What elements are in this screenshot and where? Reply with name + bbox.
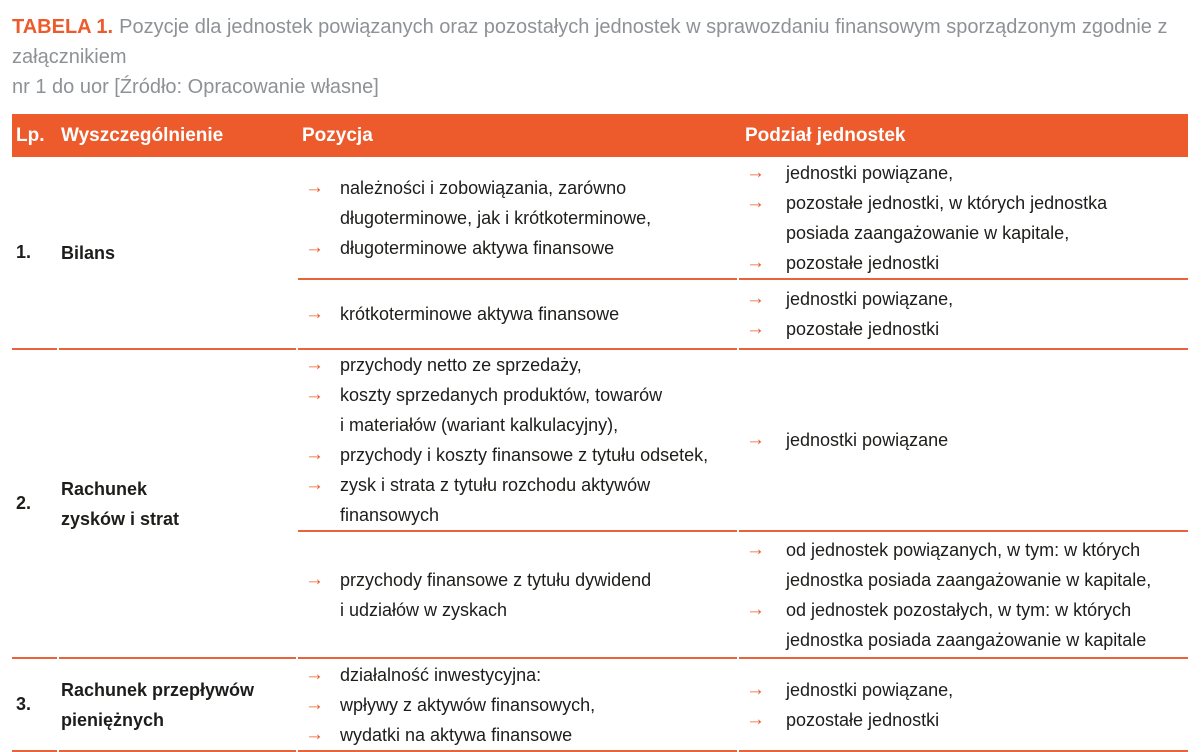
lp-cell — [12, 659, 57, 752]
podzial-cell — [739, 659, 1188, 752]
item-line: wpływy z aktywów finansowych, — [340, 694, 596, 715]
pozycja-cell — [298, 280, 737, 350]
list-item — [746, 158, 1182, 188]
arrow-icon: → — [746, 318, 765, 339]
arrow-icon: → — [746, 678, 765, 700]
list-item — [746, 284, 1182, 314]
item-text — [340, 380, 662, 440]
arrow-icon: → — [746, 708, 765, 730]
table-row-group-rzis — [12, 350, 1188, 659]
item-text — [786, 675, 953, 705]
item-line: i materiałów (wariant kalkulacyjny), — [340, 415, 619, 435]
caption-label: TABELA 1. — [12, 16, 114, 38]
item-line: pozostałe jednostki — [786, 252, 940, 273]
item-text — [786, 595, 1146, 655]
pozycja-cell — [298, 350, 737, 532]
table-caption — [12, 12, 1193, 102]
list-item — [305, 470, 731, 530]
lp-value: 3. — [16, 694, 32, 714]
item-line: długoterminowe, jak i krótkoterminowe, — [340, 207, 652, 228]
name-line: Rachunek — [61, 478, 148, 499]
arrow-icon: → — [305, 303, 324, 324]
list-item — [746, 535, 1182, 595]
list-item — [305, 173, 731, 233]
header-podzial-jednostek: Podział jednostek — [745, 124, 906, 146]
caption-text-2: nr 1 do uor [Źródło: Opracowanie własne] — [12, 76, 379, 98]
lp-cell — [12, 350, 57, 659]
name-line: pieniężnych — [61, 709, 165, 730]
item-text — [786, 705, 939, 735]
item-text — [340, 233, 614, 263]
arrow-icon: → — [746, 429, 765, 450]
lp-cell — [12, 157, 57, 350]
item-line: długoterminowe aktywa finansowe — [340, 237, 615, 258]
item-text — [340, 565, 651, 625]
item-line: finansowych — [340, 505, 440, 525]
name-line: Bilans — [61, 242, 116, 263]
header-lp: Lp. — [16, 124, 45, 146]
item-line: pozostałe jednostki — [786, 319, 940, 339]
list-item — [746, 595, 1182, 655]
item-line: pozostałe jednostki, w których jednostka — [786, 192, 1108, 213]
podzial-cell — [739, 350, 1188, 532]
arrow-icon: → — [305, 354, 324, 375]
item-line: wydatki na aktywa finansowe — [340, 724, 573, 745]
item-line: od jednostek powiązanych, w tym: w których — [786, 539, 1141, 560]
item-text — [786, 188, 1107, 248]
table-header — [12, 114, 1188, 157]
podzial-list — [746, 284, 1182, 344]
arrow-icon: → — [305, 663, 324, 685]
podzial-cell — [739, 532, 1188, 659]
arrow-icon: → — [746, 251, 765, 273]
list-item — [746, 675, 1182, 705]
item-line: koszty sprzedanych produktów, towarów — [340, 385, 663, 405]
arrow-icon: → — [305, 568, 324, 590]
caption-line-2 — [12, 72, 1193, 102]
table-row-group-bilans — [12, 157, 1188, 350]
item-text — [786, 314, 939, 344]
caption-text-1: Pozycje dla jednostek powiązanych oraz pozostałych jednostek w sprawozdaniu finansowym sporządzonym zgodnie z załącznikiem — [12, 16, 1168, 68]
item-line: pozostałe jednostki — [786, 709, 940, 730]
arrow-icon: → — [305, 474, 324, 495]
item-text — [786, 535, 1151, 595]
podzial-list — [746, 425, 1182, 455]
arrow-icon: → — [305, 176, 324, 198]
item-line: posiada zaangażowanie w kapitale, — [786, 222, 1070, 243]
item-line: krótkoterminowe aktywa finansowe — [340, 304, 620, 324]
item-line: przychody i koszty finansowe z tytułu odsetek, — [340, 445, 709, 465]
podzial-list — [746, 675, 1182, 735]
name-line: Rachunek przepływów — [61, 679, 255, 700]
list-item — [305, 233, 731, 263]
pozycja-list — [305, 350, 731, 530]
item-text — [340, 690, 595, 720]
item-line: przychody finansowe z tytułu dywidend — [340, 569, 652, 590]
name-cell — [59, 157, 296, 350]
lp-value: 1. — [16, 242, 32, 262]
arrow-icon: → — [305, 384, 324, 405]
list-item — [746, 314, 1182, 344]
item-line: od jednostek pozostałych, w tym: w których — [786, 599, 1132, 620]
list-item — [305, 350, 731, 380]
list-item — [746, 425, 1182, 455]
lp-value: 2. — [16, 493, 32, 513]
item-line: i udziałów w zyskach — [340, 599, 508, 620]
item-text — [786, 284, 953, 314]
arrow-icon: → — [305, 693, 324, 715]
podzial-list — [746, 535, 1182, 655]
item-text — [786, 248, 939, 278]
pozycja-cell — [298, 157, 737, 280]
item-text — [340, 173, 651, 233]
item-line: zysk i strata z tytułu rozchodu aktywów — [340, 475, 651, 495]
arrow-icon: → — [305, 723, 324, 745]
podzial-list — [746, 158, 1182, 278]
list-item — [305, 380, 731, 440]
item-text — [340, 299, 619, 329]
caption-line-1 — [12, 12, 1193, 72]
list-item — [305, 299, 731, 329]
list-item — [746, 248, 1182, 278]
header-pozycja: Pozycja — [302, 124, 373, 146]
item-text — [340, 660, 541, 690]
item-text — [340, 470, 650, 530]
arrow-icon: → — [746, 598, 765, 620]
header-wyszczegolnienie: Wyszczególnienie — [61, 124, 224, 146]
list-item — [305, 690, 731, 720]
arrow-icon: → — [305, 236, 324, 258]
name-cell — [59, 659, 296, 752]
pozycja-cell — [298, 532, 737, 659]
list-item — [305, 660, 731, 690]
arrow-icon: → — [746, 161, 765, 183]
pozycja-list — [305, 660, 731, 750]
arrow-icon: → — [746, 288, 765, 309]
pozycja-list — [305, 173, 731, 263]
list-item — [305, 720, 731, 750]
arrow-icon: → — [746, 191, 765, 213]
podzial-cell — [739, 280, 1188, 350]
name-line: zysków i strat — [61, 508, 180, 529]
item-line: jednostki powiązane, — [786, 679, 954, 700]
table-row-group-rpp — [12, 659, 1188, 752]
item-line: jednostki powiązane, — [786, 162, 954, 183]
pozycja-list — [305, 565, 731, 625]
arrow-icon: → — [746, 538, 765, 560]
pozycja-list — [305, 299, 731, 329]
item-text — [786, 158, 953, 188]
pozycja-cell — [298, 659, 737, 752]
item-text — [340, 440, 708, 470]
item-line: działalność inwestycyjna: — [340, 664, 542, 685]
item-line: przychody netto ze sprzedaży, — [340, 355, 582, 375]
list-item — [746, 705, 1182, 735]
item-line: jednostki powiązane — [786, 430, 949, 450]
item-line: jednostki powiązane, — [786, 289, 954, 309]
list-item — [746, 188, 1182, 248]
item-line: jednostka posiada zaangażowanie w kapitale — [786, 629, 1147, 650]
list-item — [305, 440, 731, 470]
item-text — [340, 720, 572, 750]
item-text — [340, 350, 582, 380]
item-text — [786, 425, 948, 455]
item-line: należności i zobowiązania, zarówno — [340, 177, 627, 198]
name-cell — [59, 350, 296, 659]
item-line: jednostka posiada zaangażowanie w kapitale, — [786, 569, 1152, 590]
list-item — [305, 565, 731, 625]
arrow-icon: → — [305, 444, 324, 465]
podzial-cell — [739, 157, 1188, 280]
